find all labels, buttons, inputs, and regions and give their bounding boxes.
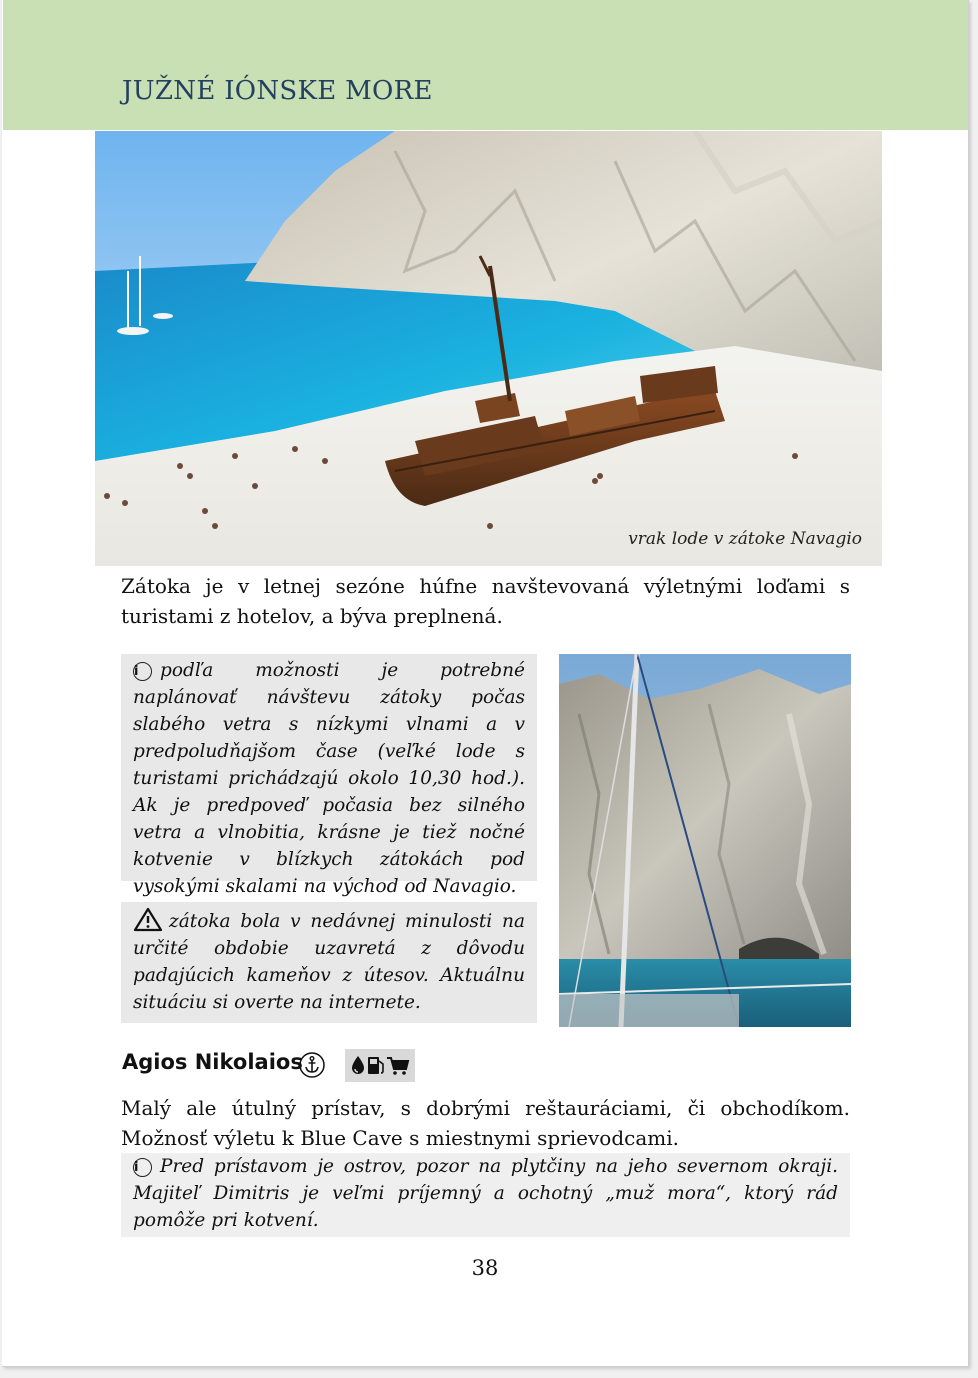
amenities-box: [345, 1049, 415, 1082]
info-note: [121, 654, 537, 897]
fuel-pump-icon: [368, 1057, 383, 1074]
section-info-note: [121, 1153, 850, 1237]
water-drop-icon: [352, 1056, 364, 1074]
shipwreck-photo: [95, 131, 882, 566]
section-note-text: Pred prístavom je ostrov, pozor na plytčiny na jeho severnom okraji. Majiteľ Dimitris je veľmi príjemný a ochotný „muž mora“, ktorý rád pomôže pri kotvení.: [133, 1156, 838, 1231]
shopping-cart-icon: [387, 1058, 408, 1075]
info-icon: i: [133, 662, 152, 681]
anchor-icon: [298, 1051, 326, 1079]
shipwreck-illustration: [95, 131, 882, 566]
cliff-illustration: [559, 654, 851, 1027]
photo-caption: vrak lode v zátoke Navagio: [628, 529, 862, 549]
intro-paragraph: Zátoka je v letnej sezóne húfne navštevovaná výletnými loďami s turistami z hotelov, a býva preplnená.: [121, 574, 850, 628]
page-number: 38: [471, 1256, 499, 1280]
warning-icon: [133, 907, 163, 932]
cliff-sailboat-photo: [559, 654, 851, 1027]
chapter-header: [3, 0, 968, 130]
info-icon: i: [133, 1158, 152, 1177]
chapter-title: JUŽNÉ IÓNSKE MORE: [122, 76, 433, 106]
section-title: Agios Nikolaios: [122, 1050, 303, 1074]
warning-note: [121, 902, 537, 1023]
section-paragraph: Malý ale útulný prístav, s dobrými reštauráciami, či obchodíkom. Možnosť výletu k Blue Cave s miestnymi sprievodcami.: [121, 1096, 850, 1150]
warning-note-text: zátoka bola v nedávnej minulosti na určité obdobie uzavretá z dôvodu padajúcich kameňov z útesov. Aktuálnu situáciu si overte na internete.: [133, 911, 525, 1013]
page: [2, 0, 969, 1367]
info-note-text: podľa možnosti je potrebné naplánovať návštevu zátoky počas slabého vetra s nízkymi vlnami a v predpoludňajšom čase (veľké lode s turistami prichádzajú okolo 10,30 hod.). Ak je predpoveď počasia bez silného vetra a vlnobitia, krásne je tiež nočné kotvenie v blízkych zátokách pod vysokými skalami na východ od Navagio.: [133, 660, 525, 897]
